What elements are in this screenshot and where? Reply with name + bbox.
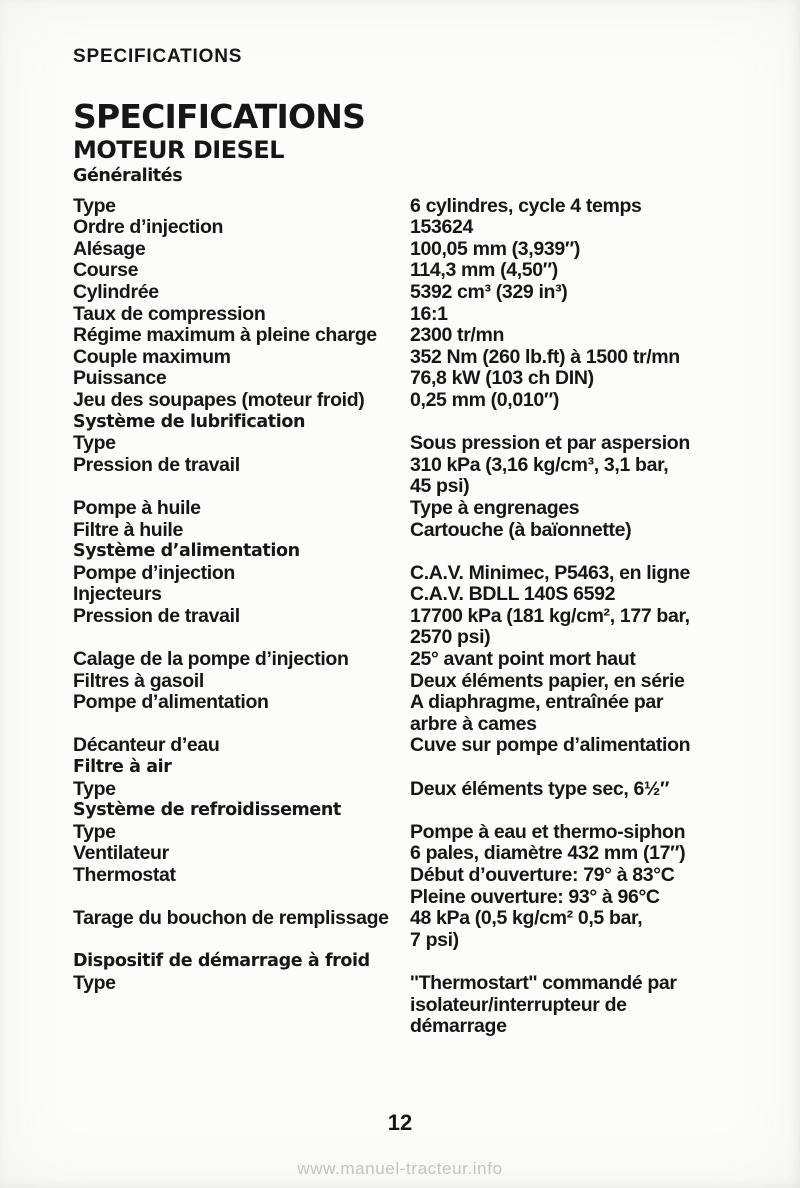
spec-value [410, 520, 744, 542]
spec-row [73, 692, 744, 735]
page-subtitle: MOTEUR DIESEL [73, 136, 285, 164]
spec-value-line: Type à engrenages [410, 496, 580, 519]
spec-value-line: Deux éléments type sec, 6½″ [410, 777, 669, 800]
section-heading: Système de lubrification [73, 411, 305, 432]
spec-label: Filtre à huile [73, 518, 183, 541]
spec-row [73, 325, 744, 347]
spec-value-line: 114,3 mm (4,50″) [410, 259, 558, 282]
spec-value-line: 16:1 [410, 302, 448, 325]
spec-value-line: 352 Nm (260 lb.ft) à 1500 tr/mn [410, 345, 680, 368]
spec-value-line: isolateur/interrupteur de [410, 993, 627, 1016]
spec-value [410, 217, 744, 239]
spec-row [73, 498, 744, 520]
spec-value [410, 735, 744, 757]
spec-value-line: Deux éléments papier, en série [410, 669, 685, 692]
spec-value-line: 153624 [410, 216, 473, 239]
spec-label: Pompe à huile [73, 496, 201, 519]
spec-value [410, 196, 744, 218]
spec-value [410, 584, 744, 606]
spec-label: Décanteur d’eau [73, 734, 220, 757]
spec-row [73, 973, 744, 1038]
spec-row [73, 455, 744, 498]
spec-value [410, 325, 744, 347]
section-heading: Filtre à air [73, 757, 172, 778]
spec-label: Type [73, 777, 116, 800]
spec-row [73, 735, 744, 757]
spec-row [73, 865, 744, 908]
spec-value-line: Pompe à eau et thermo-siphon [410, 820, 686, 843]
spec-value [410, 671, 744, 693]
spec-row [73, 196, 744, 218]
spec-row [73, 671, 744, 693]
spec-row [73, 390, 744, 412]
page-title: SPECIFICATIONS [73, 97, 366, 136]
section-heading: Système de refroidissement [73, 800, 341, 821]
spec-row [73, 433, 744, 455]
spec-label: Thermostat [73, 864, 176, 886]
spec-row [73, 260, 744, 282]
spec-value [410, 563, 744, 585]
spec-value [410, 347, 744, 369]
section-heading: Système d’alimentation [73, 541, 300, 562]
spec-value-line: 310 kPa (3,16 kg/cm³, 3,1 bar, [410, 453, 669, 476]
spec-value [410, 822, 744, 844]
spec-value-line: 17700 kPa (181 kg/cm², 177 bar, [410, 604, 690, 627]
spec-value-line: Sous pression et par aspersion [410, 432, 690, 455]
spec-value-line: 25° avant point mort haut [410, 648, 636, 671]
spec-row [73, 563, 744, 585]
spec-value [410, 649, 744, 671]
spec-value-line: ''Thermostart'' commandé par [410, 971, 677, 994]
spec-value [410, 390, 744, 412]
spec-value-line: 100,05 mm (3,939″) [410, 237, 580, 260]
spec-label: Type [73, 971, 116, 994]
spec-value [410, 908, 744, 951]
spec-value-line: A diaphragme, entraînée par [410, 691, 664, 714]
running-header: SPECIFICATIONS [73, 46, 243, 67]
spec-label: Taux de compression [73, 302, 266, 325]
spec-label: Jeu des soupapes (moteur froid) [73, 388, 365, 411]
spec-label: Régime maximum à pleine charge [73, 324, 377, 347]
spec-row [73, 822, 744, 844]
spec-value-line: C.A.V. BDLL 140S 6592 [410, 583, 616, 606]
spec-value-line: 45 psi) [410, 475, 470, 498]
spec-label: Couple maximum [73, 345, 231, 368]
spec-value-line: Cartouche (à baïonnette) [410, 518, 632, 541]
spec-value-line: 76,8 kW (103 ch DIN) [410, 367, 594, 390]
spec-value [410, 865, 744, 908]
spec-value [410, 239, 744, 261]
spec-value-line: démarrage [410, 1015, 507, 1038]
spec-row [73, 368, 744, 390]
spec-label: Type [73, 194, 116, 217]
spec-label: Injecteurs [73, 583, 162, 606]
spec-value [410, 606, 744, 649]
spec-label: Type [73, 432, 116, 455]
spec-label: Type [73, 820, 116, 843]
spec-row [73, 347, 744, 369]
spec-label: Filtres à gasoil [73, 669, 204, 692]
spec-label: Ventilateur [73, 842, 169, 865]
spec-row [73, 304, 744, 326]
spec-value-line: 0,25 mm (0,010″) [410, 388, 559, 411]
spec-value-line: C.A.V. Minimec, P5463, en ligne [410, 561, 690, 584]
spec-row [73, 843, 744, 865]
spec-label: Ordre d’injection [73, 216, 224, 239]
spec-row [73, 779, 744, 801]
section-heading: Dispositif de démarrage à froid [73, 951, 370, 972]
page-number: 12 [387, 1110, 413, 1135]
spec-value-line: 6 pales, diamètre 432 mm (17″) [410, 842, 686, 865]
spec-label: Course [73, 259, 139, 282]
spec-row [73, 217, 744, 239]
spec-value-line: 6 cylindres, cycle 4 temps [410, 194, 642, 217]
spec-label: Tarage du bouchon de remplissage [73, 907, 389, 930]
spec-value [410, 433, 744, 455]
spec-row [73, 606, 744, 649]
spec-label: Cylindrée [73, 280, 159, 303]
spec-value-line: Début d’ouverture: 79° à 83°C [410, 864, 675, 886]
spec-label: Pression de travail [73, 604, 240, 627]
spec-value [410, 282, 744, 304]
spec-value-line: 48 kPa (0,5 kg/cm² 0,5 bar, [410, 907, 643, 930]
spec-label: Calage de la pompe d’injection [73, 648, 349, 671]
spec-label: Pompe d’injection [73, 561, 235, 584]
spec-value-line: Cuve sur pompe d’alimentation [410, 734, 691, 757]
spec-label: Pression de travail [73, 453, 240, 476]
spec-row [73, 908, 744, 951]
spec-label: Puissance [73, 367, 167, 390]
spec-value [410, 455, 744, 498]
spec-row [73, 520, 744, 542]
spec-label: Alésage [73, 237, 146, 260]
spec-row [73, 239, 744, 261]
spec-value [410, 779, 744, 801]
spec-value [410, 843, 744, 865]
spec-value [410, 692, 744, 735]
spec-value-line: 2570 psi) [410, 626, 491, 649]
spec-value-line: arbre à cames [410, 712, 537, 735]
spec-value [410, 304, 744, 326]
spec-value [410, 498, 744, 520]
section-heading: Généralités [73, 166, 183, 186]
spec-list [73, 166, 744, 1038]
spec-value-line: Pleine ouverture: 93° à 96°C [410, 885, 660, 908]
spec-value [410, 368, 744, 390]
spec-row [73, 649, 744, 671]
spec-row [73, 584, 744, 606]
watermark-url: www.manuel-tracteur.info [297, 1159, 503, 1178]
spec-value [410, 973, 744, 1038]
spec-value-line: 5392 cm³ (329 in³) [410, 280, 568, 303]
spec-value-line: 7 psi) [410, 928, 459, 951]
spec-row [73, 282, 744, 304]
spec-value-line: 2300 tr/mn [410, 324, 505, 347]
spec-label: Pompe d’alimentation [73, 691, 269, 714]
spec-value [410, 260, 744, 282]
